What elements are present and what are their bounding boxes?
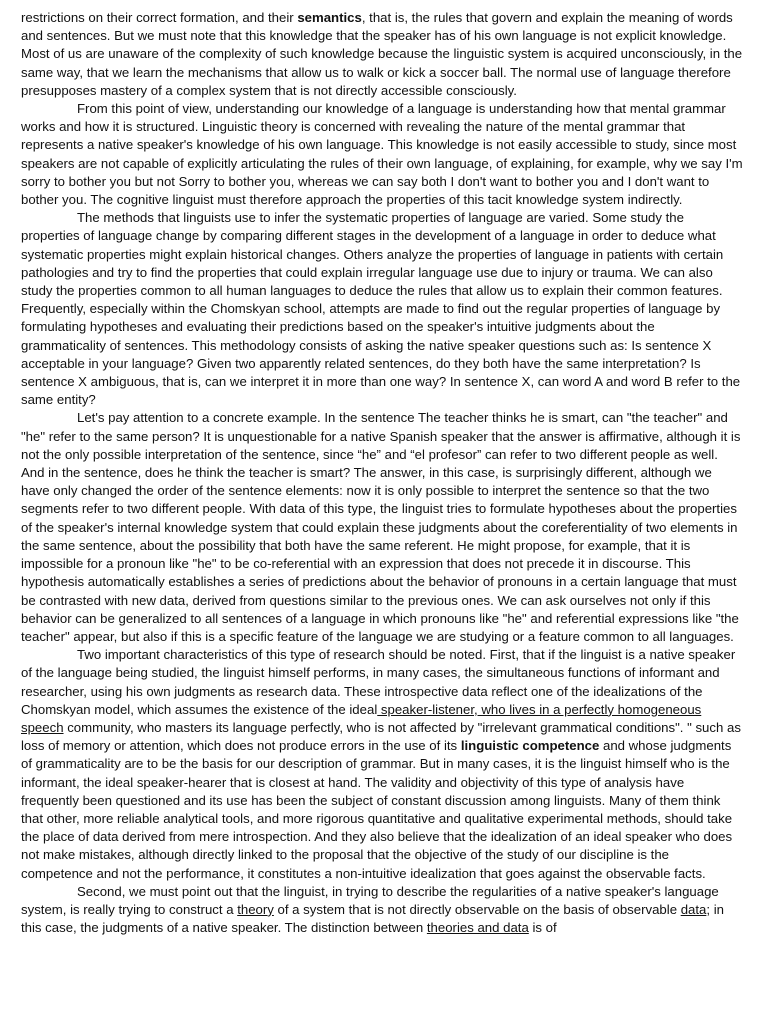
text-segment: is of: [528, 920, 557, 936]
paragraph-2: [21, 100, 743, 209]
text-segment: community, who masters its language perfectly, who is not affected by "irrelevant grammatical conditions". " such as loss of memory or attention, which does not produce errors in the use of its: [21, 719, 741, 754]
paragraph-3: [21, 209, 743, 409]
underlined-term-theories-and-data: theories and data: [426, 920, 529, 936]
text-segment: The methods that linguists use to infer the systematic properties of language are varied. Some study the properties of language change by comparing different stages in the development of a language in order to deduce what systematic properties might explain historical changes. Others analyze the properties of language in patients with certain pathologies and try to find the properties that could explain irregular language use due to injury or trauma. We can also study the properties common to all human languages to deduce the rules that allow us to explain their common features. Frequently, especially within the Chomskyan school, attempts are made to find out the regular properties of language by formulating hypotheses and evaluating their predictions based on the speaker's intuitive judgments about the grammaticality of sentences. This methodology consists of asking the native speaker questions such as: Is sentence X acceptable in your language? Given two apparently related sentences, do they both have the same interpretation? Is sentence X ambiguous, that is, can we interpret it in more than one way? In sentence X, can word A and word B refer to the same entity?: [21, 210, 741, 408]
underlined-phrase-speaker-listener: speaker-listener, who lives in a perfectly homogeneous speech: [21, 701, 702, 735]
underlined-term-theory: theory: [237, 901, 274, 917]
text-segment: of a system that is not directly observable on the basis of observable: [273, 901, 681, 917]
text-segment: Second, we must point out that the linguist, in trying to describe the regularities of a native speaker's language system, is really trying to construct a: [21, 883, 719, 917]
text-segment: ; in this case, the judgments of a native speaker. The distinction between: [21, 901, 724, 936]
paragraph-5: [21, 646, 743, 883]
text-segment: and whose judgments of grammaticality are to be the basis for our description of grammar. But in many cases, it is the linguist himself who is the informant, the ideal speaker-hearer that is closest at hand. The validity and objectivity of this type of analysis have frequently been questioned and its use has been the subject of constant discussion among linguists. Many of them think that other, more reliable analytical tools, and more rigorous quantitative and qualitative experimental methods, should take the place of data derived from mere introspection. And they also believe that the idealization of an ideal speaker who does not make mistakes, although directly linked to the proposal that the objective of the study of our discipline is the competence and not the performance, it constitutes a non-intuitive idealization that goes against the observable facts.: [21, 738, 733, 881]
paragraph-1: [21, 9, 743, 100]
paragraph-6: [21, 883, 743, 938]
text-segment: , that is, the rules that govern and explain the meaning of words and sentences. But we must note that this knowledge that the speaker has of his own language is not explicit knowledge. Most of us are unaware of the complexity of such knowledge because the linguistic system is acquired unconsciously, in the same way, that we learn the mechanisms that allow us to walk or kick a soccer ball. The normal use of language therefore presupposes mastery of a complex system that is not directly accessible consciously.: [21, 10, 743, 98]
text-segment: Let's pay attention to a concrete example. In the sentence The teacher thinks he is smart, can "the teacher" and "he" refer to the same person? It is unquestionable for a native Spanish speaker that the answer is affirmative, although it is not the only possible interpretation of the sentence, since “he” and “el profesor” can refer to two different people as well. And in the sentence, does he think the teacher is smart? The answer, in this case, is surprisingly different, although we have only changed the order of the sentence elements: now it is only possible to interpret the sentence so that the two segments refer to two different people. With data of this type, the linguist tries to formulate hypotheses about the properties of the speaker's internal knowledge system that could explain these judgments about the coreferentiality of two elements in the same sentence, about the possibility that both have the same referent. He might propose, for example, that it is impossible for a pronoun like "he" to be co-referential with an expression that does not precede it in discourse. This hypothesis automatically establishes a series of predictions about the behavior of pronouns in a certain language that must be contrasted with new data, derived from questions similar to the previous ones. We can ask ourselves not only if this behavior can be generalized to all sentences of a language in which pronouns like "he" and referential expressions like "the teacher" appear, but also if this is a specific feature of the language we are studying or a feature common to all languages.: [21, 410, 741, 644]
paragraph-4: [21, 409, 743, 646]
bold-term-linguistic-competence: linguistic competence: [460, 738, 600, 754]
text-segment: restrictions on their correct formation, and their: [21, 10, 298, 25]
text-segment: From this point of view, understanding our knowledge of a language is understanding how that mental grammar works and how it is structured. Linguistic theory is concerned with revealing the nature of the mental grammar that represents a native speaker's knowledge of his own language. This knowledge is not easily accessible to study, since most speakers are not capable of explicitly articulating the rules of their own language, of explaining, for example, why we say I'm sorry to bother you but not Sorry to bother you, whereas we can say both I don't want to bother you and I don't want to bother you. The cognitive linguist must therefore approach the properties of this tacit knowledge system indirectly.: [21, 101, 743, 208]
underlined-term-data: data: [680, 901, 707, 917]
bold-term-semantics: semantics: [297, 10, 362, 25]
text-segment: Two important characteristics of this type of research should be noted. First, that if the linguist is a native speaker of the language being studied, the linguist himself performs, in many cases, the simultaneous functions of informant and researcher, using his own judgments as research data. These introspective data reflect one of the idealizations of the Chomskyan model, which assumes the existence of the ideal: [21, 647, 736, 717]
